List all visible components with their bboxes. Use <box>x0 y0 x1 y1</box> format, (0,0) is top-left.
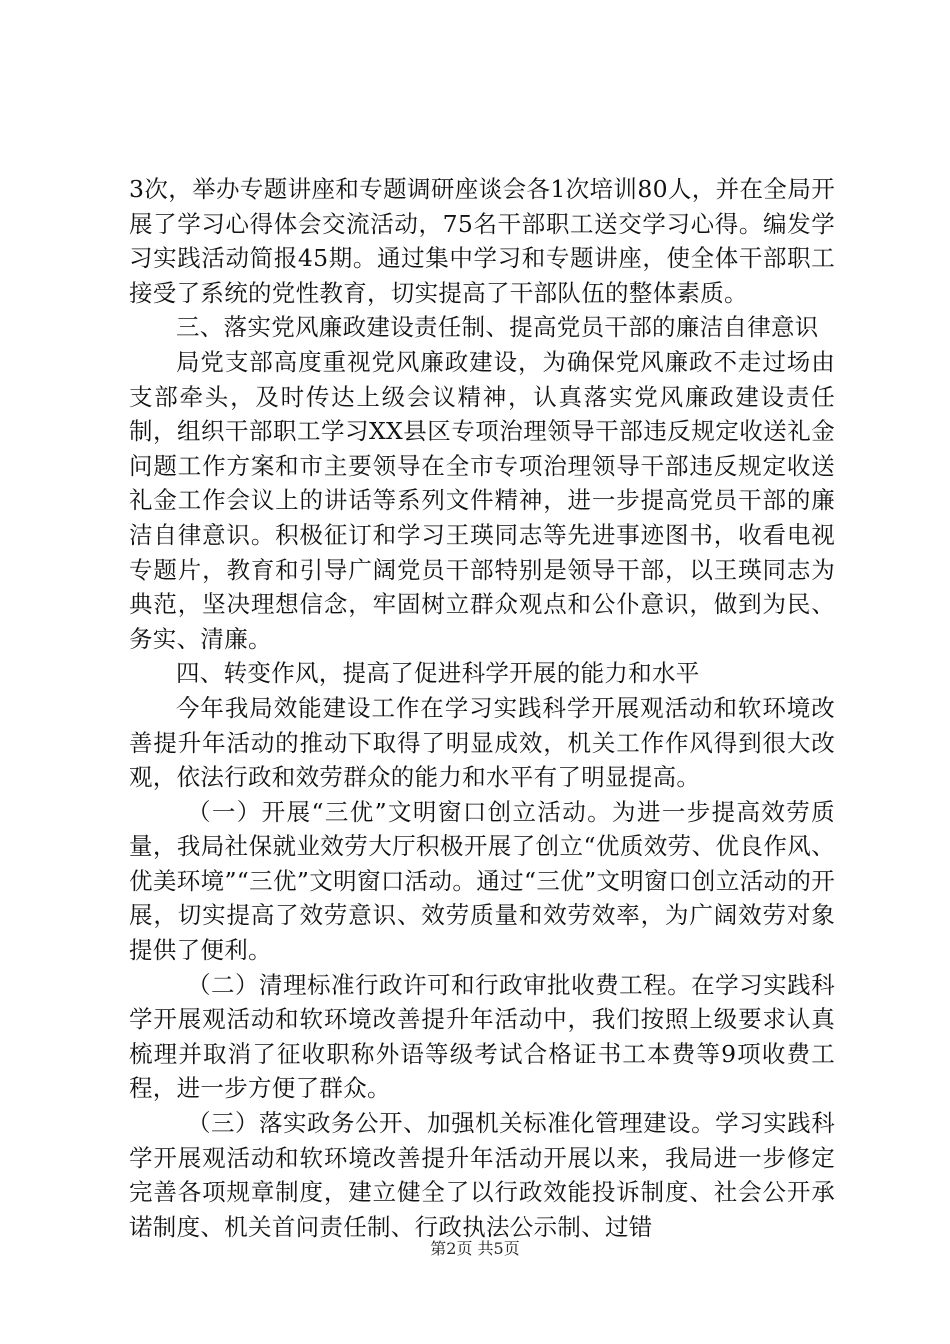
document-body <box>129 172 835 1244</box>
paragraph-item-two: （二）清理标准行政许可和行政审批收费工程。在学习实践科学开展观活动和软环境改善提升年活动中，我们按照上级要求认真梳理并取消了征收职称外语等级考试合格证书工本费等9项收费工程，进一步方便了群众。 <box>129 970 835 1103</box>
section-heading-three: 三、落实党风廉政建设责任制、提高党员干部的廉洁自律意识 <box>176 313 819 342</box>
paragraph-efficiency-building: 今年我局效能建设工作在学习实践科学开展观活动和软环境改善提升年活动的推动下取得了明显成效，机关工作作风得到很大改观，依法行政和效劳群众的能力和水平有了明显提高。 <box>129 693 835 792</box>
paragraph-item-one: （一）开展“三优”文明窗口创立活动。为进一步提高效劳质量，我局社保就业效劳大厅积极开展了创立“优质效劳、优良作风、优美环境”“三优”文明窗口活动。通过“三优”文明窗口创立活动的开展，切实提高了效劳意识、效劳质量和效劳效率，为广阔效劳对象提供了便利。 <box>129 797 835 965</box>
paragraph-item-three: （三）落实政务公开、加强机关标准化管理建设。学习实践科学开展观活动和软环境改善提升年活动开展以来，我局进一步修定完善各项规章制度，建立健全了以行政效能投诉制度、社会公开承诺制度、机关首问责任制、行政执法公示制、过错 <box>129 1109 835 1241</box>
paragraph-integrity-building: 局党支部高度重视党风廉政建设，为确保党风廉政不走过场由支部牵头，及时传达上级会议精神，认真落实党风廉政建设责任制，组织干部职工学习XX县区专项治理领导干部违反规定收送礼金问题工作方案和市主要领导在全市专项治理领导干部违反规定收送礼金工作会议上的讲话等系列文件精神，进一步提高党员干部的廉洁自律意识。积极征订和学习王瑛同志等先进事迹图书，收看电视专题片，教育和引导广阔党员干部特别是领导干部，以王瑛同志为典范，坚决理想信念，牢固树立群众观点和公仆意识，做到为民、务实、清廉。 <box>129 347 835 653</box>
paragraph-training-summary: 3次，举办专题讲座和专题调研座谈会各1次培训80人，并在全局开展了学习心得体会交流活动，75名干部职工送交学习心得。编发学习实践活动简报45期。通过集中学习和专题讲座，使全体干部职工接受了系统的党性教育，切实提高了干部队伍的整体素质。 <box>129 175 835 307</box>
section-heading-four: 四、转变作风，提高了促进科学开展的能力和水平 <box>176 659 700 688</box>
page-footer <box>0 1236 950 1259</box>
page-number-label: 第2页 共5页 <box>430 1239 520 1258</box>
